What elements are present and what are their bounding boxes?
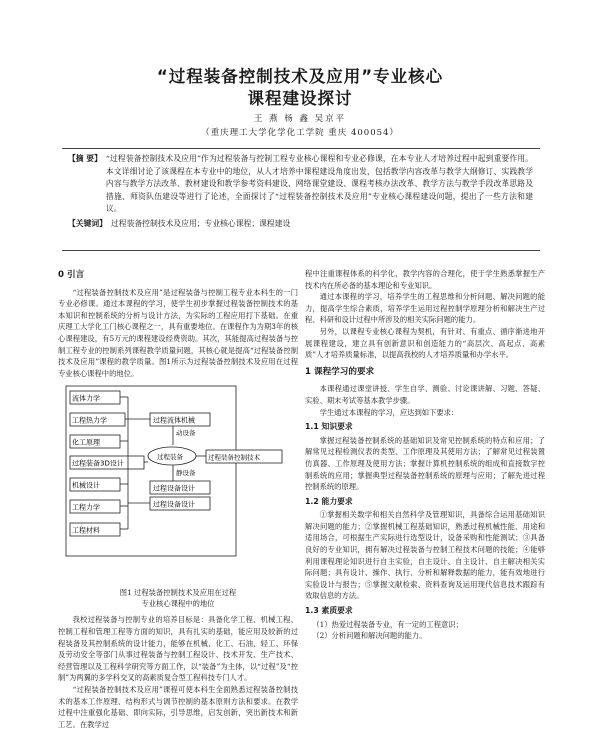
abstract-block — [68, 153, 533, 230]
subsection-1-2: 1.2 能力要求 — [305, 496, 353, 506]
keywords-label: 【关键词】 — [68, 218, 107, 228]
quality-item-2: （2）分析问题和解决问题的能力。 — [312, 631, 427, 641]
node-fluid-machinery: 过程流体机械 — [153, 416, 195, 425]
node-engineering-materials: 工程材料 — [72, 526, 100, 535]
left-column — [58, 264, 298, 730]
section-1-heading: 1 课程学习的要求 — [305, 366, 375, 377]
title-line-2: 课程建设探讨 — [247, 89, 353, 108]
knowledge-requirements: 掌握过程装备控制系统的基础知识及常见控制系统的特点和应用；了解常见过程检测仪表的类型、工作原理及其使用方法；了解常见过程装置仿真器、工作原理及使用方法；掌握计算机控制系统的组成和直接数字控制系统的应用；掌握典型过程装备控制系统的原理与应用；了解先进过程控制系统的原理。 — [305, 435, 545, 492]
left-course-nodes — [70, 391, 144, 536]
label-dynamic-equipment: 动设备 — [176, 429, 196, 438]
subsection-1-1: 1.1 知识要求 — [305, 422, 353, 432]
abstract-text: “过程装备控制技术及应用”作为过程装备与控制工程专业核心课程和专业必修课，在本专业人才培养过程中起到重要作用。本文详细讨论了该课程在本专业中的地位，从人才培养中课程建设角度出发，包括教学内容改革与教学大纲修订、实践教学内容与教学方法改革、教材建设和教学参考资料建设、网络课堂建设、课程考核办法改革、教学方法与教学手段改革思路及措施、师资队伍建设等进行了论述，全面探讨了“过程装备控制技术及应用”专业核心课程建设问题，提出了一些方法和建议。 — [105, 154, 533, 213]
ability-requirements: ①掌握相关数学和相关自然科学及管理知识，具备综合运用基础知识解决问题的能力；②掌握机械工程基础知识，熟悉过程机械性能、用途和适用场合，可根据生产实际进行选型设计，设备采购和性能测试；③具备良好的专业知识，拥有解决过程装备与控制工程技术问题的技能；④能够利用课程理论知识进行自主实验，自主设计、自主设计、自主解决相关实际问题；具有设计、操作、执行、分析和解释数据的能力，能有效地进行实验设计与报告；⑤掌握文献检索、资料查询及运用现代信息技术跟踪有效取信息的方法。 — [305, 510, 545, 601]
right-column — [305, 268, 545, 642]
node-machine-design: 机械设计 — [72, 481, 100, 490]
right-paragraph-4: 本课程通过课堂讲授、学生自学、测验、讨论课讲解、习题、答疑、实验、期末考试等基本教学步骤。 — [305, 384, 545, 405]
quality-item-1: （1）热爱过程装备专业，有一定的工程意识； — [312, 619, 463, 629]
node-chemical-principles: 化工原理 — [72, 438, 100, 447]
authors: 王 燕 杨 鑫 吴京平 — [253, 114, 347, 124]
node-control-technology: 过程装备控制技术 — [208, 453, 260, 462]
abstract-label: 【摘 要】 — [68, 154, 102, 163]
figure-caption-line-2: 专业核心课程中的地位 — [141, 599, 215, 609]
course-diagram — [58, 383, 298, 585]
subsection-1-3: 1.3 素质要求 — [305, 606, 353, 616]
abstract-top-rule — [62, 148, 540, 149]
keywords-text: 过程装备控制技术及应用；专业核心课程；课程建设 — [110, 218, 291, 228]
title-line-1: “过程装备控制技术及应用”专业核心 — [156, 67, 444, 86]
figure-caption-line-1: 图1 过程装备控制技术及应用在过程 — [119, 588, 237, 598]
label-static-equipment: 静设备 — [176, 469, 196, 478]
node-3d-design: 过程装备3D设计 — [72, 459, 124, 468]
figure-1 — [58, 383, 298, 585]
affiliation: （重庆理工大学化学化工学院 重庆 400054） — [201, 128, 399, 138]
right-paragraph-5: 学生通过本课程的学习，应达到如下要求： — [319, 407, 459, 417]
intro-paragraph-2: 我校过程装备与控制专业的培养目标是：具备化学工程、机械工程、控制工程和管理工程等方面的知识，具有扎实的基础，能应用及较新的过程装备及其控制系统的设计能力，能够在机械、化工、石油、轻工、环保及劳动安全等部门从事过程装备与控制工程设计、技术开发、生产技术、经营管理以及工程科学研究等方面工作，以“装备”为主体，以“过程”及“控制”为两翼的多学科交叉的高素质复合型工程科技专门人才。 — [58, 615, 298, 683]
node-vessel-design-b: 过程设备设计 — [153, 500, 195, 509]
right-paragraph-3: 另外，以课程专业核心课程为契机，有针对、有重点、循序渐进地开展课程建设，建立具有创新意识和创造能力的“高层次、高起点、高素质”人才培养质量标准，以提高我校的人才培养质量和办学水平。 — [305, 326, 545, 360]
node-core-course: 过程装备 — [157, 453, 183, 462]
section-0-heading: 0 引言 — [58, 270, 85, 280]
node-fluid-mechanics: 流体力学 — [72, 394, 100, 403]
node-vessel-design-a: 过程设备设计 — [153, 484, 195, 493]
intro-paragraph-3: “过程装备控制技术及应用”课程可使本科生全面熟悉过程装备控制技术的基本工作原理、结构形式与调节控制的基本原则方法和要求。在教学过程中注重强化基础、即向实际，引导思维，启发创新，突出新技术和新工艺。在教学过 — [58, 684, 298, 729]
intro-paragraph-1: “过程装备控制技术及应用”是过程装备与控制工程专业本科生的一门专业必修课。通过本课程的学习，使学生初步掌握过程装备控制技术的基本知识和控制系统的分析与设计方法，为实际的工程应用打下基础。在重庆理工大学化工门核心课程之一，具有重要地位。在课程作为为期3年的核心课程建设，有5万元的课程建设经费资助。其次，其能提高过程装备与控制工程专业的控制系列课程教学质量问题，其核心就是提高“过程装备控制技术及应用”课程的教学质量。图1所示为过程装备控制技术及应用在过程专业核心课程中的地位。 — [58, 287, 298, 378]
right-paragraph-2: 通过本课程的学习，培养学生的工程思维和分析问题、解决问题的能力，提高学生综合素质，培养学生运用过程控制学原理分析和解决生产过程、科研和设计过程中所涉及的相关实际问题的能力。 — [305, 292, 545, 325]
node-thermodynamics: 工程热力学 — [72, 416, 107, 425]
right-paragraph-1: 程中注重课程体系的科学化，教学内容的合理化，使于学生熟悉掌握生产技术内在所必备的基本理论和专业知识。 — [305, 269, 545, 290]
node-engineering-mechanics: 工程力学 — [72, 503, 100, 512]
abstract-bottom-rule — [62, 250, 540, 251]
